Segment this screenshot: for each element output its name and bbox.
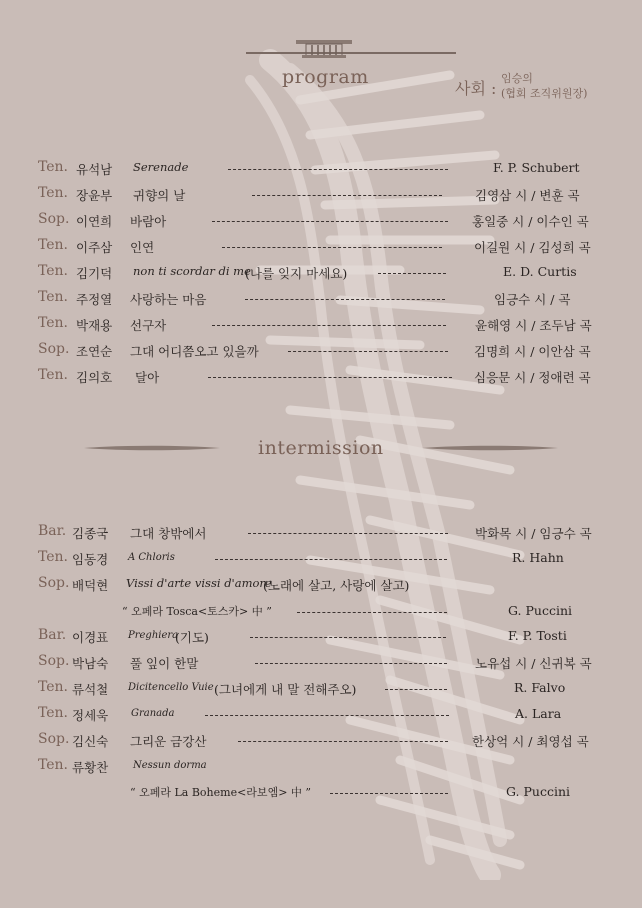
voice-type: Sop.: [38, 575, 70, 591]
dash-leader: [222, 247, 442, 248]
voice-type: Sop.: [38, 341, 70, 357]
song-title: 사랑하는 마음: [130, 292, 207, 307]
song-credit: 박화목 시 / 임긍수 곡: [475, 526, 592, 541]
song-translation: (그녀에게 내 말 전해주오): [214, 682, 357, 697]
voice-type: Ten.: [38, 679, 69, 695]
voice-type: Bar.: [38, 627, 67, 643]
right-brush-divider: [420, 443, 560, 453]
program-row: [0, 316, 642, 336]
program-row: [0, 186, 642, 206]
song-credit: 김명희 시 / 이안삼 곡: [474, 344, 591, 359]
program-row: [0, 680, 642, 700]
program-row: [0, 290, 642, 310]
song-title: 인연: [130, 240, 155, 255]
voice-type: Ten.: [38, 185, 69, 201]
performer-name: 이주삼: [76, 240, 113, 255]
dash-leader: [378, 273, 446, 274]
program-row: [0, 368, 642, 388]
program-row: [0, 550, 642, 570]
dash-leader: [212, 221, 448, 222]
song-title: 그대 어디쯤오고 있을까: [130, 344, 259, 359]
dash-leader: [205, 715, 449, 716]
performer-name: 이연희: [76, 214, 113, 229]
song-title: Preghiera: [128, 630, 179, 641]
performer-name: 장윤부: [76, 188, 113, 203]
song-credit: R. Falvo: [514, 680, 566, 695]
performer-name: 김신숙: [72, 734, 109, 749]
performer-name: 김종국: [72, 526, 109, 541]
voice-type: Ten.: [38, 705, 69, 721]
voice-type: Ten.: [38, 315, 69, 331]
dash-leader: [228, 169, 448, 170]
voice-type: Sop.: [38, 653, 70, 669]
song-title: 선구자: [130, 318, 167, 333]
song-credit: A. Lara: [515, 706, 562, 721]
song-translation: (노래에 살고, 사랑에 살고): [263, 578, 410, 593]
song-title: Nessun dorma: [133, 760, 207, 771]
performer-name: 조연순: [76, 344, 113, 359]
dash-leader: [248, 533, 448, 534]
song-title: 그리운 금강산: [130, 734, 207, 749]
voice-type: Sop.: [38, 731, 70, 747]
song-credit: 김영삼 시 / 변훈 곡: [475, 188, 580, 203]
opera-note: “ 오페라 Tosca<토스카> 中 ”: [122, 605, 272, 618]
program-row: [0, 706, 642, 726]
song-credit: 한상억 시 / 최영섭 곡: [472, 734, 589, 749]
dash-leader: [212, 325, 446, 326]
program-row: [0, 524, 642, 544]
performer-name: 류황찬: [72, 760, 109, 775]
performer-name: 박남숙: [72, 656, 109, 671]
performer-name: 유석남: [76, 162, 113, 177]
program-row: [0, 732, 642, 752]
dash-leader: [255, 663, 447, 664]
song-credit: E. D. Curtis: [503, 264, 577, 279]
dash-leader: [330, 793, 448, 794]
intermission-title: intermission: [258, 437, 384, 459]
song-credit: F. P. Tosti: [508, 628, 567, 643]
voice-type: Ten.: [38, 757, 69, 773]
song-credit: 노유섭 시 / 신귀복 곡: [475, 656, 592, 671]
performer-name: 주정열: [76, 292, 113, 307]
song-credit: 홍일중 시 / 이수인 곡: [472, 214, 589, 229]
voice-type: Bar.: [38, 523, 67, 539]
voice-type: Ten.: [38, 263, 69, 279]
opera-note: “ 오페라 La Boheme<라보엠> 中 ”: [130, 786, 312, 799]
host-name: 임승의: [501, 72, 533, 85]
performer-name: 배덕현: [72, 578, 109, 593]
performer-name: 김의호: [76, 370, 113, 385]
voice-type: Ten.: [38, 549, 69, 565]
page-title: program: [282, 66, 369, 88]
song-translation: (기도): [175, 630, 209, 645]
program-row: [0, 628, 642, 648]
host-label: 사회 :: [455, 79, 497, 98]
program-row: [0, 264, 642, 284]
voice-type: Ten.: [38, 159, 69, 175]
song-credit: 임긍수 시 / 곡: [494, 292, 571, 307]
program-row: [0, 342, 642, 362]
program-row: [0, 603, 642, 623]
voice-type: Ten.: [38, 367, 69, 383]
performer-name: 김기덕: [76, 266, 113, 281]
performer-name: 정세욱: [72, 708, 109, 723]
dash-leader: [208, 377, 452, 378]
program-row: [0, 784, 642, 804]
song-title: 귀향의 날: [133, 188, 186, 203]
song-title: 풀 잎이 한말: [130, 656, 199, 671]
song-title: A Chloris: [128, 552, 175, 563]
song-title: Granada: [131, 708, 175, 719]
song-title: 바람아: [130, 214, 167, 229]
voice-type: Sop.: [38, 211, 70, 227]
performer-name: 이경표: [72, 630, 109, 645]
program-row: [0, 758, 642, 778]
song-title: 달아: [135, 370, 160, 385]
dash-leader: [238, 741, 448, 742]
song-credit: G. Puccini: [508, 603, 572, 618]
performer-name: 박재용: [76, 318, 113, 333]
dash-leader: [215, 559, 447, 560]
performer-name: 임동경: [72, 552, 109, 567]
program-row: [0, 654, 642, 674]
program-row: [0, 212, 642, 232]
dash-leader: [297, 612, 447, 613]
dash-leader: [252, 195, 442, 196]
column-ornament-icon: [292, 36, 356, 58]
song-credit: 윤해영 시 / 조두남 곡: [475, 318, 592, 333]
dash-leader: [245, 299, 445, 300]
program-row: [0, 576, 642, 596]
dash-leader: [250, 637, 446, 638]
song-title: non ti scordar di me: [133, 264, 251, 278]
song-credit: R. Hahn: [512, 550, 564, 565]
song-title: Vissi d'arte vissi d'amore: [126, 576, 272, 590]
song-title: 그대 창밖에서: [130, 526, 207, 541]
song-credit: 심응문 시 / 정애련 곡: [474, 370, 591, 385]
song-credit: F. P. Schubert: [493, 160, 580, 175]
program-row: [0, 238, 642, 258]
voice-type: Ten.: [38, 237, 69, 253]
dash-leader: [288, 351, 448, 352]
dash-leader: [385, 689, 447, 690]
song-credit: G. Puccini: [506, 784, 570, 799]
performer-name: 류석철: [72, 682, 109, 697]
host-role: (협회 조직위원장): [501, 87, 588, 100]
song-title: Dicitencello Vuie: [128, 682, 214, 693]
program-row: [0, 160, 642, 180]
song-credit: 이길원 시 / 김성희 곡: [474, 240, 591, 255]
song-title: Serenade: [133, 160, 189, 174]
song-translation: (나를 잊지 마세요): [245, 266, 348, 281]
voice-type: Ten.: [38, 289, 69, 305]
left-brush-divider: [82, 443, 222, 453]
